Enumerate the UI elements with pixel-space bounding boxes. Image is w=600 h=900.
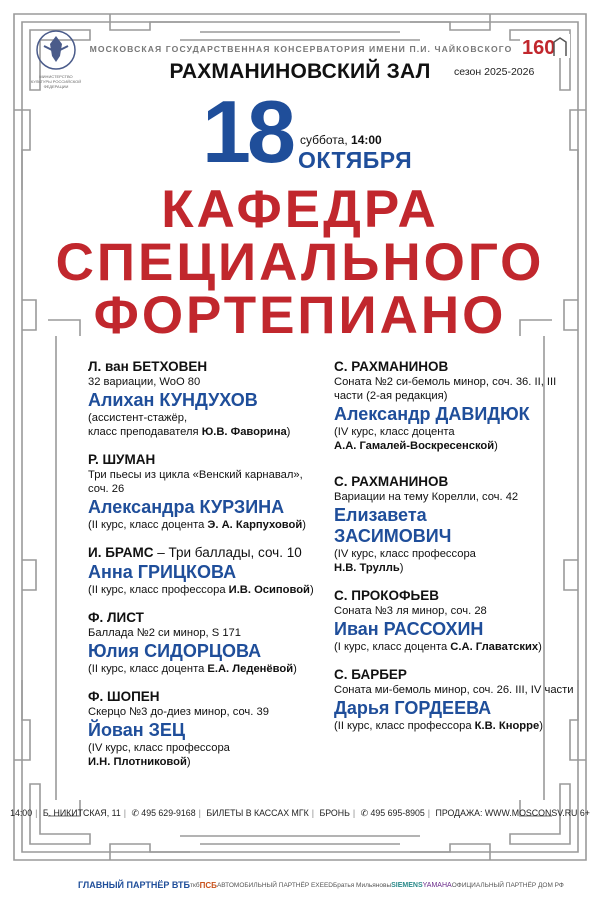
sponsor-strip: [78, 880, 564, 890]
title-line-2: СПЕЦИАЛЬНОГО: [55, 233, 545, 292]
footer-tickets: БИЛЕТЫ В КАССАХ МГК: [206, 808, 309, 818]
work: Вариации на тему Корелли, соч. 42: [334, 491, 519, 503]
program-entry: [88, 544, 320, 597]
program-left-column: [88, 358, 320, 781]
anniversary-logo: [520, 34, 570, 58]
program-entry: [88, 451, 320, 532]
title-line-1: КАФЕДРА: [161, 180, 439, 239]
footer-sales: ПРОДАЖА: WWW.MOSCONSV.RU: [435, 808, 578, 818]
sponsor-logo: SIEMENS: [391, 881, 423, 889]
performer-info: (II курс, класс профессора К.В. Кнорре): [334, 720, 543, 732]
weekday-label: суббота,: [300, 133, 348, 147]
performer-info: (IV курс, класс профессора Н.В. Трулль): [334, 548, 476, 574]
program-entry: [334, 587, 574, 654]
sponsor-logo: YAMAHA: [422, 881, 452, 889]
composer: С. ПРОКОФЬЕВ: [334, 588, 440, 603]
work: 32 вариации, WoO 80: [88, 376, 201, 388]
performer: Дарья ГОРДЕЕВА: [334, 698, 492, 718]
anniversary-number: 160: [522, 37, 556, 58]
performer: Елизавета ЗАСИМОВИЧ: [334, 505, 452, 546]
performer: Юлия СИДОРЦОВА: [88, 641, 262, 661]
phone-icon: ✆: [131, 808, 139, 818]
composer: Ф. ШОПЕН: [88, 689, 160, 704]
conservatory-name: МОСКОВСКАЯ ГОСУДАРСТВЕННАЯ КОНСЕРВАТОРИЯ ИМЕНИ П.И. ЧАЙКОВСКОГО: [89, 44, 513, 54]
ministry-caption: МИНИСТЕРСТВО КУЛЬТУРЫ РОССИЙСКОЙ ФЕДЕРАЦИИ: [30, 74, 82, 89]
footer-address: Б. НИКИТСКАЯ, 11: [42, 808, 121, 818]
sponsor-logo: ОФИЦИАЛЬНЫЙ ПАРТНЁР ДОМ РФ: [451, 881, 564, 889]
composer: Л. ван БЕТХОВЕН: [88, 359, 208, 374]
footer-booking: БРОНЬ: [319, 808, 350, 818]
work: Баллада №2 си минор, S 171: [88, 627, 241, 639]
work: Соната №2 си-бемоль минор, соч. 36. II, III части (2-ая редакция): [334, 376, 557, 402]
footer-time: 14:00: [10, 808, 33, 818]
performer: Алихан КУНДУХОВ: [88, 390, 258, 410]
performer: Александра КУРЗИНА: [88, 497, 285, 517]
performer: Йован ЗЕЦ: [88, 720, 186, 740]
work: Три пьесы из цикла «Венский карнавал», соч. 26: [88, 469, 303, 495]
age-rating: 6+: [579, 808, 590, 818]
composer: Ф. ЛИСТ: [88, 610, 144, 625]
performer-info: (II курс, класс профессора И.В. Осиповой): [88, 584, 314, 596]
performer: Анна ГРИЦКОВА: [88, 562, 237, 582]
performer: Александр ДАВИДЮК: [334, 404, 530, 424]
performer-info: (ассистент-стажёр, класс преподавателя Ю.В. Фаворина): [88, 412, 291, 438]
sponsor-logo: Братья Мильяновы: [333, 881, 392, 889]
work: Скерцо №3 до-диез минор, соч. 39: [88, 706, 269, 718]
program-entry: [88, 358, 320, 439]
sponsor-logo: АВТОМОБИЛЬНЫЙ ПАРТНЁР EXEED: [216, 881, 334, 889]
date-month: ОКТЯБРЯ: [298, 147, 413, 173]
performer-info: (II курс, класс доцента Е.А. Леденёвой): [88, 663, 297, 675]
composer: С. РАХМАНИНОВ: [334, 474, 449, 489]
sponsor-logo: ГЛАВНЫЙ ПАРТНЁР ВТБ: [78, 880, 190, 890]
season-label: сезон 2025-2026: [454, 66, 535, 78]
work: Соната №3 ля минор, соч. 28: [334, 605, 487, 617]
performer-info: (IV курс, класс доцента А.А. Гамалей-Воскресенской): [334, 426, 498, 452]
title-line-3: ФОРТЕПИАНО: [93, 286, 507, 345]
performer-info: (I курс, класс доцента С.А. Главатских): [334, 641, 542, 653]
date-day: 18: [202, 82, 292, 181]
composer: И. БРАМС – Три баллады, соч. 10: [88, 545, 302, 560]
composer: С. РАХМАНИНОВ: [334, 359, 449, 374]
footer-info: 14:00 | Б. НИКИТСКАЯ, 11 | ✆ 495 629-9168 | БИЛЕТЫ В КАССАХ МГК | БРОНЬ | ✆ 495 695-8905 | ПРОДАЖА: WWW.MOSCONSV.RU 6+: [10, 808, 590, 818]
work: Соната ми-бемоль минор, соч. 26. III, IV части: [334, 684, 574, 696]
footer-phone-1: 495 629-9168: [141, 808, 196, 818]
date-weekday-time: [300, 133, 382, 147]
hall-name: РАХМАНИНОВСКИЙ ЗАЛ: [169, 60, 431, 83]
performer-info: (II курс, класс доцента Э. А. Карпуховой): [88, 519, 306, 531]
program-entry: [334, 666, 574, 733]
sponsor-logo: ткб: [189, 881, 200, 889]
program-entry: [88, 688, 320, 769]
footer-phone-2: 495 695-8905: [370, 808, 425, 818]
sponsor-logo: ПСБ: [199, 880, 217, 890]
composer: С. БАРБЕР: [334, 667, 407, 682]
performer-info: (IV курс, класс профессора И.Н. Плотниковой): [88, 742, 230, 768]
start-time: 14:00: [351, 133, 382, 147]
performer: Иван РАССОХИН: [334, 619, 484, 639]
program-entry: [88, 609, 320, 676]
program-entry: [334, 473, 574, 575]
composer: Р. ШУМАН: [88, 452, 156, 467]
program-entry: [334, 358, 574, 453]
phone-icon: ✆: [360, 808, 369, 818]
program-right-column: [334, 358, 574, 745]
